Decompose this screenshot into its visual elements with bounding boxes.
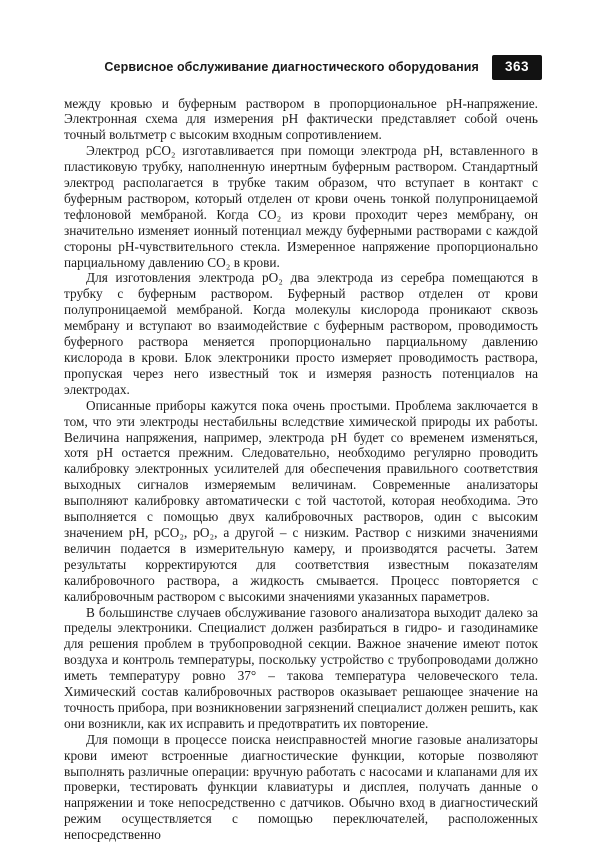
body-paragraph: Для изготовления электрода pO₂ два электрода из серебра помещаются в трубку с буферным раствором. Буферный раствор отделен от крови полупроницаемой мембраной. Когда молекулы кислорода проникают сквозь мембрану и вступают во взаимодействие с буферным раствором, проводимость буферного раствора меняется пропорционально парциальному давлению кислорода в крови. Блок электроники просто измеряет проводимость раствора, пропуская через него известный ток и измеряя разность потенциалов на электродах.: [64, 270, 538, 397]
body-paragraph: между кровью и буферным раствором в пропорциональное pH-напряжение. Электронная схема для измерения pH фактически представляет собой очень точный вольтметр с высоким входным сопротивлением.: [64, 95, 538, 143]
body-paragraph: Описанные приборы кажутся пока очень простыми. Проблема заключается в том, что эти электроды нестабильны вследствие химической природы их работы. Величина напряжения, например, электрода pH будет со временем изменяться, хотя pH остается прежним. Следовательно, необходимо регулярно проводить калибровку электронных усилителей для обеспечения правильного соответствия выходных сигналов измеряемым величинам. Современные анализаторы выполняют калибровку автоматически с той частотой, которая необходима. Это выполняется с помощью двух калибровочных растворов, один с высоким значением pH, pCO₂, pO₂, а другой – с низким. Раствор с низкими значениями величин подается в измерительную камеру, и производятся расчеты. Затем результаты корректируются для соответствия известным показателям калибровочного раствора, а жидкость смывается. Процесс повторяется с калибровочным раствором с высокими значениями указанных параметров.: [64, 397, 538, 604]
running-header: [60, 55, 542, 80]
body-paragraph: В большинстве случаев обслуживание газового анализатора выходит далеко за пределы электроники. Специалист должен разбираться в гидро- и газодинамике для решения проблем в трубопроводной секции. Важное значение имеют поток воздуха и контроль температуры, поскольку устройство с трубопроводами должно иметь температуру ровно 37° – такова температура человеческого тела. Химический состав калибровочных растворов оказывает решающее значение на точность прибора, при возникновении загрязнений специалист должен решить, как они возникли, как их исправить и предотвратить их повторение.: [64, 604, 538, 731]
page-body: [64, 96, 538, 844]
running-header-title: Сервисное обслуживание диагностического оборудования: [104, 60, 479, 75]
page-number-badge: 363: [492, 55, 542, 80]
body-paragraph: Электрод pCO₂ изготавливается при помощи электрода pH, вставленного в пластиковую трубку, наполненную инертным буферным раствором. Стандартный электрод располагается в трубке таким образом, что вступает в контакт с буферным раствором, который отделен от крови очень тонкой полупроницаемой тефлоновой мембраной. Когда CO₂ из крови проходит через мембрану, он значительно изменяет ионный потенциал между буферными растворами с каждой стороны pH-чувствительного стекла. Измеренное напряжение пропорционально парциальному давлению CO₂ в крови.: [64, 143, 538, 270]
body-paragraph: Для помощи в процессе поиска неисправностей многие газовые анализаторы крови имеют встроенные диагностические функции, которые позволяют выполнять различные операции: вручную работать с насосами и клапанами для их проверки, тестировать функции клавиатуры и дисплея, получать данные о напряжении и токе непосредственно с датчиков. Обычно вход в диагностический режим осуществляется с помощью переключателей, расположенных непосредственно: [64, 731, 538, 843]
